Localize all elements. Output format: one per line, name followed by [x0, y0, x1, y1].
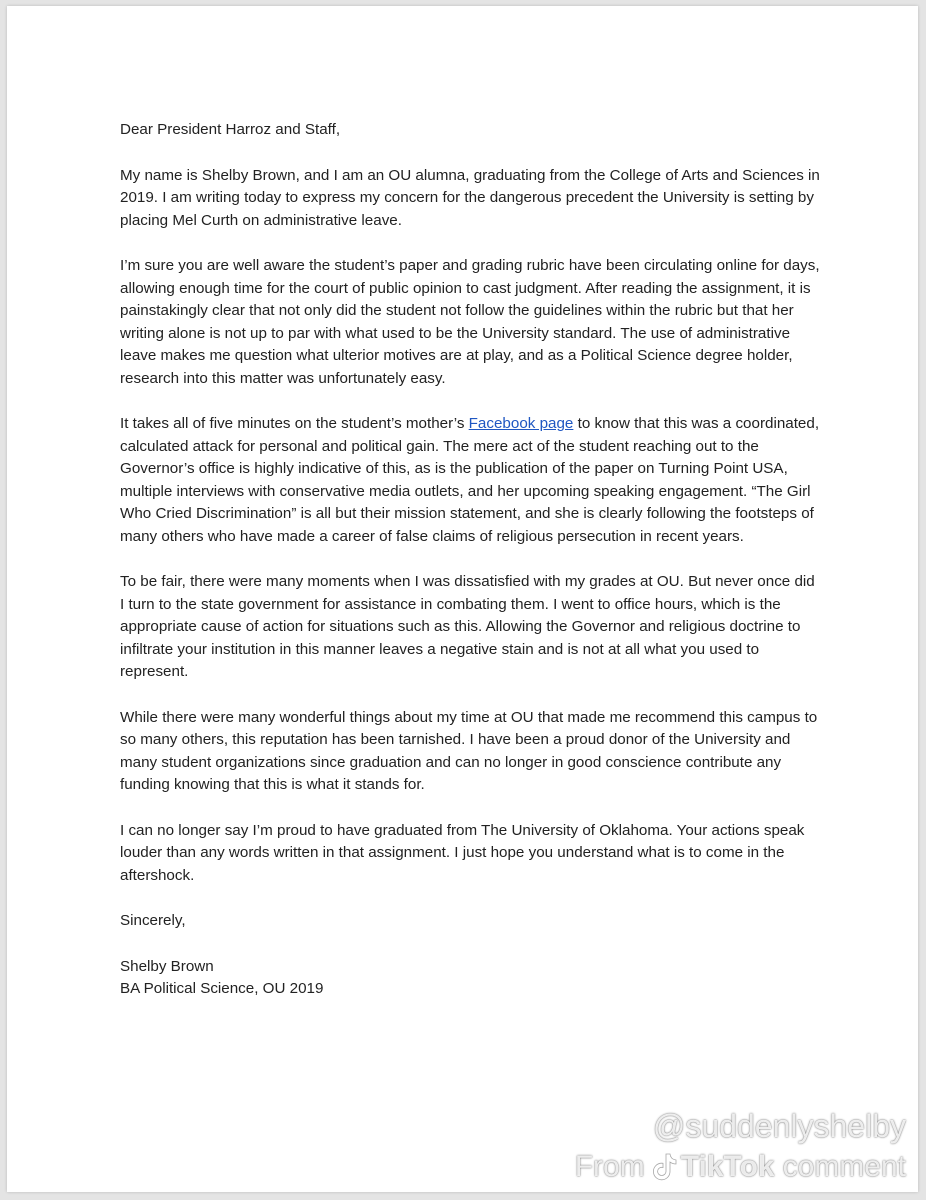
facebook-page-link[interactable]: Facebook page — [468, 415, 574, 432]
paragraph-intro: My name is Shelby Brown, and I am an OU alumna, graduating from the College of Arts and Sciences in 2019. I am writing today to express my concern for the dangerous precedent the University is setting by placing Mel Curth on administrative leave. — [120, 166, 820, 229]
paragraph-grades: To be fair, there were many moments when I was dissatisfied with my grades at OU. But never once did I turn to the state government for assistance in combating them. I went to office hours, which is the appropriate cause of action for situations such as this. Allowing the Governor and religious doctrine to infiltrate your institution in this manner leaves a negative stain and is not at all what you used to represent. — [120, 573, 815, 680]
paragraph-rubric: I’m sure you are well aware the student’s paper and grading rubric have been circulating online for days, allowing enough time for the court of public opinion to cast judgment. After reading the assignment, it is painstakingly clear that not only did the student not follow the guidelines within the rubric but that her writing alone is not up to par with what used to be the University standard. The use of administrative leave makes me question what ulterior motives are at play, and as a Political Science degree holder, research into this matter was unfortunately easy. — [120, 257, 820, 387]
paragraph-donor: While there were many wonderful things about my time at OU that made me recommend this campus to so many others, this reputation has been tarnished. I have been a proud donor of the University and many student organizations since graduation and can no longer in good conscience contribute any funding knowing that this is what it stands for. — [120, 708, 818, 793]
paragraph-facebook-start: It takes all of five minutes on the student’s mother’s — [120, 415, 469, 432]
watermark-suffix: comment — [782, 1150, 906, 1183]
letter-body — [120, 119, 820, 1024]
closing: Sincerely, — [120, 912, 186, 929]
signature-title: BA Political Science, OU 2019 — [120, 980, 324, 997]
tiktok-source-watermark — [575, 1150, 906, 1184]
paragraph-facebook-end: to know that this was a coordinated, calculated attack for personal and political gain. The mere act of the student reaching out to the Governor’s office is highly indicative of this, as is the publication of the paper on Turning Point USA, multiple interviews with conservative media outlets, and her upcoming speaking engagement. “The Girl Who Cried Discrimination” is all but their mission statement, and she is clearly following the footsteps of many others who have made a career of false claims of religious persecution in recent years. — [120, 415, 820, 545]
watermark-prefix: From — [574, 1150, 645, 1183]
tiktok-icon — [653, 1152, 677, 1182]
salutation: Dear President Harroz and Staff, — [120, 121, 341, 138]
paragraph-conclusion: I can no longer say I’m proud to have graduated from The University of Oklahoma. Your actions speak louder than any words written in that assignment. I just hope you understand what is to come in the aftershock. — [120, 821, 805, 884]
tiktok-handle-watermark: @suddenlyshelby — [652, 1108, 906, 1144]
signature-name: Shelby Brown — [120, 957, 214, 975]
watermark-brand: TikTok — [680, 1150, 775, 1183]
letter-page — [7, 6, 918, 1192]
paragraph-facebook — [120, 413, 820, 548]
